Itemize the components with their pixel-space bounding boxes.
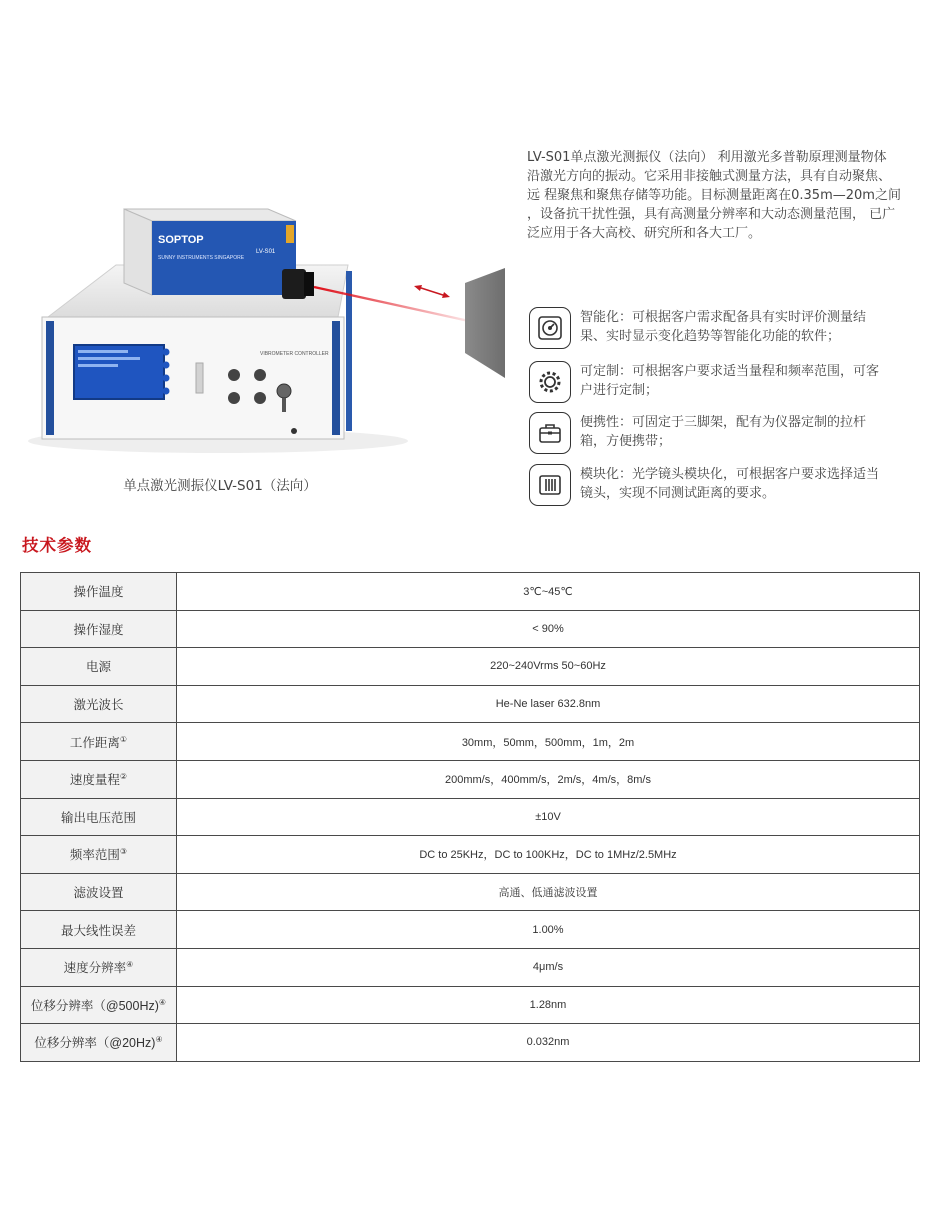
spec-value: ±10V <box>177 798 920 836</box>
table-row <box>21 723 920 761</box>
intro-paragraph: LV-S01单点激光测振仪（法向） 利用激光多普勒原理测量物体 沿激光方向的振动。它采用非接触式测量方法，具有自动聚焦、 远 程聚焦和聚焦存储等功能。目标测量距离在0.35m—20m之间 ，设备抗干扰性强，具有高测量分辨率和大动态测量范围， 已广 泛应用于各大高校、研究所和各大工厂。 <box>527 150 901 241</box>
model-label: LV-S01 <box>256 249 276 255</box>
table-row <box>21 1024 920 1062</box>
table-row <box>21 760 920 798</box>
brand-subtitle: SUNNY INSTRUMENTS SINGAPORE <box>158 255 245 261</box>
suitcase-icon <box>529 412 571 454</box>
spec-value: He-Ne laser 632.8nm <box>177 685 920 723</box>
spec-key: 频率范围③ <box>21 836 177 874</box>
spec-key: 速度量程② <box>21 760 177 798</box>
spec-key: 电源 <box>21 648 177 686</box>
spec-value: 高通、低通滤波设置 <box>177 873 920 911</box>
controller-label: VIBROMETER CONTROLLER <box>260 351 329 357</box>
feature-item-smart <box>529 307 889 351</box>
spec-value: 0.032nm <box>177 1024 920 1062</box>
spec-value: 3℃~45℃ <box>177 573 920 611</box>
section-title: 技术参数 <box>22 536 92 555</box>
spec-key: 最大线性误差 <box>21 911 177 949</box>
feature-text: 智能化：可根据客户需求配备具有实时评价测量结果、实时显示变化趋势等智能化功能的软件； <box>580 310 867 344</box>
feature-item-portable <box>529 412 889 456</box>
feature-item-modular <box>529 464 889 508</box>
table-row <box>21 610 920 648</box>
table-row <box>21 986 920 1024</box>
gear-icon <box>529 361 571 403</box>
spec-value: 30mm，50mm，500mm，1m，2m <box>177 723 920 761</box>
table-row <box>21 798 920 836</box>
table-row <box>21 648 920 686</box>
spec-value: < 90% <box>177 610 920 648</box>
table-row <box>21 573 920 611</box>
product-image <box>28 195 510 455</box>
product-caption: 单点激光测振仪LV-S01（法向） <box>123 478 317 494</box>
table-row <box>21 685 920 723</box>
spec-value: 4μm/s <box>177 948 920 986</box>
feature-item-custom <box>529 361 889 405</box>
spec-value: 1.00% <box>177 911 920 949</box>
spec-key: 操作温度 <box>21 573 177 611</box>
table-row <box>21 911 920 949</box>
spec-key: 操作湿度 <box>21 610 177 648</box>
table-row <box>21 948 920 986</box>
feature-text: 可定制：可根据客户要求适当量程和频率范围，可客户进行定制； <box>580 364 880 398</box>
spec-key: 位移分辨率（@20Hz)④ <box>21 1024 177 1062</box>
spec-value: 200mm/s，400mm/s，2m/s，4m/s，8m/s <box>177 760 920 798</box>
module-icon <box>529 464 571 506</box>
feature-text: 便携性：可固定于三脚架，配有为仪器定制的拉杆箱，方便携带； <box>580 415 867 449</box>
spec-key: 输出电压范围 <box>21 798 177 836</box>
spec-table <box>20 572 920 1062</box>
spec-value: 1.28nm <box>177 986 920 1024</box>
spec-value: 220~240Vrms 50~60Hz <box>177 648 920 686</box>
table-row <box>21 836 920 874</box>
spec-key: 工作距离① <box>21 723 177 761</box>
spec-key: 激光波长 <box>21 685 177 723</box>
spec-value: DC to 25KHz，DC to 100KHz，DC to 1MHz/2.5MHz <box>177 836 920 874</box>
gauge-icon <box>529 307 571 349</box>
spec-key: 位移分辨率（@500Hz)④ <box>21 986 177 1024</box>
feature-text: 模块化：光学镜头模块化，可根据客户要求选择适当镜头，实现不同测试距离的要求。 <box>580 467 880 501</box>
spec-key: 滤波设置 <box>21 873 177 911</box>
brand-logo: SOPTOP <box>158 234 204 246</box>
spec-key: 速度分辨率④ <box>21 948 177 986</box>
table-row <box>21 873 920 911</box>
